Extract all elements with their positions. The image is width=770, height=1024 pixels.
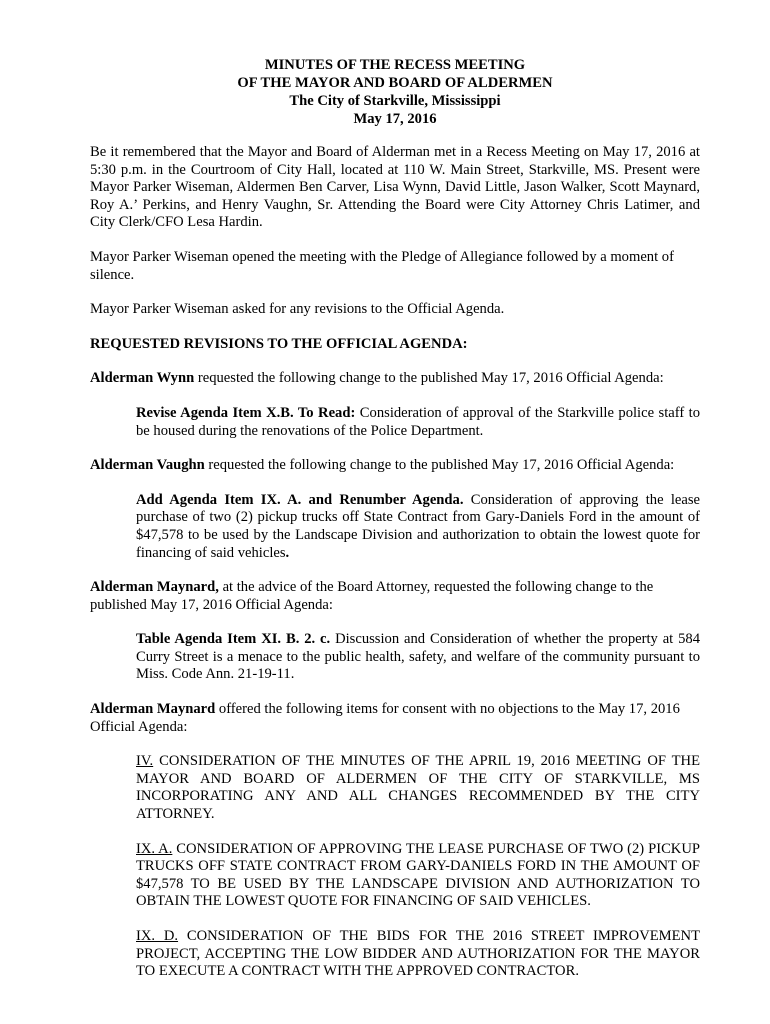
- vaughn-request: [90, 457, 700, 475]
- minutes-page: [90, 56, 700, 981]
- vaughn-item-label: Add Agenda Item IX. A. and Renumber Agenda.: [136, 491, 464, 508]
- title-date: May 17, 2016: [353, 111, 437, 127]
- document-title: [90, 56, 700, 128]
- maynard-item-label: Table Agenda Item XI. B. 2. c.: [136, 631, 331, 648]
- revisions-heading: REQUESTED REVISIONS TO THE OFFICIAL AGENDA:: [90, 335, 468, 352]
- maynard-consent-name: Alderman Maynard: [90, 701, 216, 718]
- pledge-paragraph: Mayor Parker Wiseman opened the meeting with the Pledge of Allegiance followed by a moment of silence.: [90, 248, 674, 283]
- maynard-name: Alderman Maynard,: [90, 579, 219, 596]
- maynard-request: [90, 579, 700, 614]
- wynn-text: requested the following change to the published May 17, 2016 Official Agenda:: [194, 370, 664, 387]
- consent-item-number: IX. A.: [136, 840, 173, 857]
- title-line-2: OF THE MAYOR AND BOARD OF ALDERMEN: [237, 75, 553, 91]
- maynard-text: at the advice of the Board Attorney, requested the following change to the published May 17, 2016 Official Agenda:: [90, 579, 654, 613]
- wynn-item-label: Revise Agenda Item X.B. To Read:: [136, 404, 356, 421]
- vaughn-name: Alderman Vaughn: [90, 457, 205, 474]
- consent-item-text: CONSIDERATION OF THE BIDS FOR THE 2016 STREET IMPROVEMENT PROJECT, ACCEPTING THE LOW BIDDER AND AUTHORIZATION FOR THE MAYOR TO EXECUTE A CONTRACT WITH THE APPROVED CONTRACTOR.: [136, 928, 700, 980]
- consent-item: [136, 841, 700, 911]
- maynard-item-text: Discussion and Consideration of whether the property at 584 Curry Street is a menace to the public health, safety, and welfare of the community pursuant to Miss. Code Ann. 21-19-11.: [136, 631, 701, 683]
- consent-item-number: IX. D.: [136, 928, 179, 944]
- vaughn-item: [136, 492, 700, 562]
- wynn-name: Alderman Wynn: [90, 370, 195, 387]
- consent-item: [136, 928, 700, 981]
- consent-item-text: CONSIDERATION OF APPROVING THE LEASE PURCHASE OF TWO (2) PICKUP TRUCKS OFF STATE CONTRACT FROM GARY-DANIELS FORD IN THE AMOUNT OF $47,578 TO BE USED BY THE LANDSCAPE DIVISION AND AUTHORIZATION TO OBTAIN THE LOWEST QUOTE FOR FINANCING OF SAID VEHICLES.: [136, 840, 700, 910]
- consent-item-text: CONSIDERATION OF THE MINUTES OF THE APRIL 19, 2016 MEETING OF THE MAYOR AND BOARD OF ALDERMEN OF THE CITY OF STARKVILLE, MS INCORPORATING ANY AND ALL CHANGES RECOMMENDED BY THE CITY ATTORNEY.: [136, 753, 700, 823]
- maynard-consent-text: offered the following items for consent with no objections to the May 17, 2016 Official Agenda:: [90, 701, 680, 735]
- revisions-ask-paragraph: Mayor Parker Wiseman asked for any revisions to the Official Agenda.: [90, 301, 505, 318]
- vaughn-item-text: Consideration of approving the lease purchase of two (2) pickup trucks off State Contract from Gary-Daniels Ford in the amount of $47,578 to be used by the Landscape Division and authorization to obtain the lowest quote for financing of said vehicles: [136, 491, 700, 561]
- consent-item: [136, 753, 700, 823]
- intro-paragraph: Be it remembered that the Mayor and Board of Alderman met in a Recess Meeting on May 17, 2016 at 5:30 p.m. in the Courtroom of City Hall, located at 110 W. Main Street, Starkville, MS. Present were Mayor Parker Wiseman, Aldermen Ben Carver, Lisa Wynn, David Little, Jason Walker, Scott Maynard, Roy A.’ Perkins, and Henry Vaughn, Sr. Attending the Board were City Attorney Chris Latimer, and City Clerk/CFO Lesa Hardin.: [90, 144, 700, 231]
- title-line-3: The City of Starkville, Mississippi: [289, 93, 501, 109]
- title-line-1: MINUTES OF THE RECESS MEETING: [264, 57, 526, 73]
- maynard-consent-request: [90, 701, 700, 736]
- vaughn-text: requested the following change to the published May 17, 2016 Official Agenda:: [204, 457, 675, 474]
- vaughn-item-end: .: [285, 544, 290, 561]
- maynard-item: [136, 631, 700, 684]
- wynn-item: [136, 405, 700, 440]
- wynn-request: [90, 370, 700, 388]
- consent-item-number: IV.: [136, 753, 154, 770]
- wynn-item-text: Consideration of approval of the Starkville police staff to be housed during the renovations of the Police Department.: [136, 404, 700, 439]
